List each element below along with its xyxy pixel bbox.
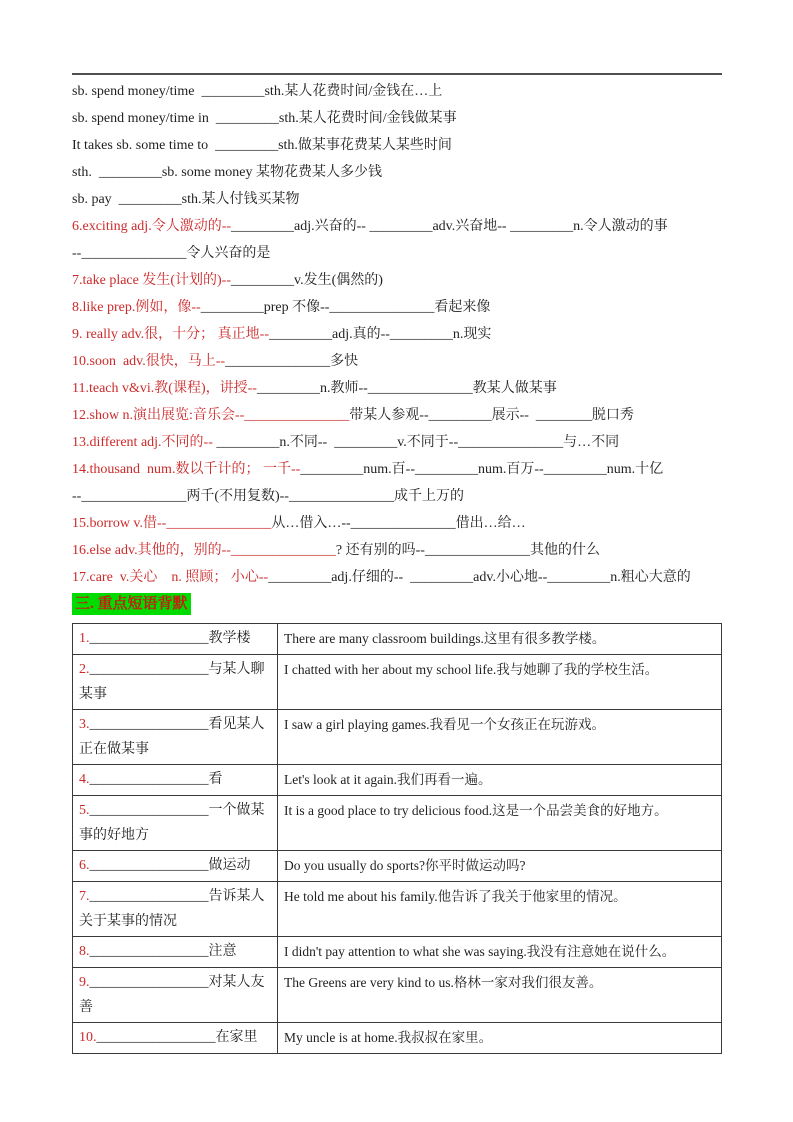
vocab-line: [72, 429, 722, 456]
phrase-number: 9.: [79, 975, 90, 990]
phrase-cell: [73, 796, 278, 851]
vocab-blanks-and-hints: _________adj.仔细的-- _________adv.小心地--_________n.粗心大意的: [268, 570, 691, 585]
vocab-blanks-and-hints: sb. spend money/time in _________sth.某人花费时间/金钱做某事: [72, 111, 457, 126]
vocab-headword: 15.borrow v.借--_______________: [72, 516, 272, 531]
example-sentence: Let's look at it again.我们再看一遍。: [284, 772, 492, 787]
phrase-cell: [73, 655, 278, 710]
vocab-line: [72, 321, 722, 348]
phrase-blank: _________________: [89, 889, 209, 904]
vocab-line: [72, 186, 722, 213]
vocab-line: [72, 402, 722, 429]
phrase-number: 5.: [79, 803, 90, 818]
phrase-number: 2.: [79, 662, 90, 677]
vocab-headword: 7.take place 发生(计划的)--: [72, 273, 231, 288]
phrase-number: 8.: [79, 944, 90, 959]
phrase-chinese: 告诉某人关于某事的情况: [79, 889, 265, 929]
vocab-blanks-and-hints: 从…借入…--_______________借出…给…: [271, 516, 526, 531]
phrase-chinese: 教学楼: [208, 631, 251, 646]
example-cell: [278, 1023, 722, 1054]
vocab-line: [72, 132, 722, 159]
phrase-table: [72, 623, 722, 1054]
phrase-number: 3.: [79, 717, 90, 732]
vocab-line: [72, 213, 722, 240]
vocab-blanks-and-hints: _________n.不同-- _________v.不同于--_______________与…不同: [212, 435, 620, 450]
vocab-line: [72, 159, 722, 186]
vocab-line: [72, 105, 722, 132]
vocab-blanks-and-hints: _________num.百--_________num.百万--_________num.十亿: [300, 462, 664, 477]
phrase-cell: [73, 1023, 278, 1054]
table-row: [73, 655, 722, 710]
example-sentence: I didn't pay attention to what she was saying.我没有注意她在说什么。: [284, 944, 676, 959]
example-cell: [278, 796, 722, 851]
example-cell: [278, 624, 722, 655]
vocab-line: [72, 375, 722, 402]
example-cell: [278, 655, 722, 710]
vocab-blanks-and-hints: 带某人参观--_________展示-- ________脱口秀: [349, 408, 634, 423]
vocab-blanks-and-hints: _________adj.兴奋的-- _________adv.兴奋地-- _________n.令人激动的事: [231, 219, 668, 234]
table-row: [73, 937, 722, 968]
vocab-blanks-and-hints: It takes sb. some time to _________sth.做某事花费某人某些时间: [72, 138, 452, 153]
phrase-chinese: 在家里: [215, 1030, 258, 1045]
vocab-line: [72, 510, 722, 537]
phrase-blank: _________________: [89, 858, 209, 873]
phrase-number: 6.: [79, 858, 90, 873]
phrase-number: 7.: [79, 889, 90, 904]
phrase-chinese: 做运动: [208, 858, 251, 873]
phrase-number: 1.: [79, 631, 90, 646]
phrase-chinese: 注意: [208, 944, 237, 959]
vocab-blanks-and-hints: sth. _________sb. some money 某物花费某人多少钱: [72, 165, 382, 180]
table-row: [73, 882, 722, 937]
example-sentence: He told me about his family.他告诉了我关于他家里的情况。: [284, 889, 627, 904]
section-header: 三. 重点短语背默: [72, 593, 191, 615]
vocab-blanks-and-hints: sb. pay _________sth.某人付钱买某物: [72, 192, 300, 207]
section-header-row: [72, 593, 722, 617]
example-sentence: My uncle is at home.我叔叔在家里。: [284, 1030, 493, 1045]
page-top-rule: [72, 73, 722, 75]
vocab-line: [72, 267, 722, 294]
example-sentence: Do you usually do sports?你平时做运动吗?: [284, 858, 526, 873]
phrase-blank: _________________: [89, 662, 209, 677]
vocab-blanks-and-hints: _______________多快: [225, 354, 359, 369]
phrase-cell: [73, 937, 278, 968]
phrase-chinese: 看见某人正在做某事: [79, 717, 265, 757]
vocab-headword: 13.different adj.不同的--: [72, 435, 213, 450]
phrase-cell: [73, 882, 278, 937]
table-row: [73, 796, 722, 851]
table-row: [73, 710, 722, 765]
vocab-blanks-and-hints: --_______________令人兴奋的是: [72, 246, 271, 261]
example-sentence: There are many classroom buildings.这里有很多教学楼。: [284, 631, 606, 646]
vocab-headword: 9. really adv.很，十分； 真正地--: [72, 327, 269, 342]
vocab-line: [72, 78, 722, 105]
phrase-blank: _________________: [89, 944, 209, 959]
table-row: [73, 851, 722, 882]
vocab-line: [72, 240, 722, 267]
vocab-headword: 6.exciting adj.令人激动的--: [72, 219, 232, 234]
vocab-line: [72, 294, 722, 321]
vocab-blanks-and-hints: _________prep 不像--_______________看起来像: [200, 300, 491, 315]
example-sentence: The Greens are very kind to us.格林一家对我们很友善。: [284, 975, 603, 990]
table-row: [73, 624, 722, 655]
vocab-line: [72, 456, 722, 483]
phrase-blank: _________________: [89, 803, 209, 818]
vocab-blanks-and-hints: _________v.发生(偶然的): [231, 273, 383, 288]
example-cell: [278, 710, 722, 765]
example-cell: [278, 851, 722, 882]
example-cell: [278, 882, 722, 937]
vocab-headword: 17.care v.关心 n. 照顾； 小心--: [72, 570, 269, 585]
vocab-headword: 12.show n.演出展览:音乐会--_______________: [72, 408, 350, 423]
phrase-chinese: 对某人友善: [79, 975, 265, 1015]
vocab-line: [72, 564, 722, 591]
example-sentence: I saw a girl playing games.我看见一个女孩正在玩游戏。: [284, 717, 605, 732]
example-cell: [278, 968, 722, 1023]
vocab-headword: 11.teach v&vi.教(课程)，讲授--: [72, 381, 257, 396]
phrase-cell: [73, 851, 278, 882]
phrase-blank: _________________: [96, 1030, 216, 1045]
vocab-line: [72, 348, 722, 375]
vocab-list: [72, 78, 722, 591]
phrase-chinese: 一个做某事的好地方: [79, 803, 265, 843]
table-row: [73, 765, 722, 796]
phrase-number: 10.: [79, 1030, 97, 1045]
table-row: [73, 1023, 722, 1054]
vocab-blanks-and-hints: sb. spend money/time _________sth.某人花费时间/金钱在…上: [72, 84, 443, 99]
vocab-line: [72, 537, 722, 564]
vocab-headword: 14.thousand num.数以千计的； 一千--: [72, 462, 301, 477]
vocab-blanks-and-hints: ? 还有别的吗--_______________其他的什么: [335, 543, 600, 558]
phrase-blank: _________________: [89, 631, 209, 646]
example-sentence: I chatted with her about my school life.我与她聊了我的学校生活。: [284, 662, 659, 677]
vocab-headword: 10.soon adv.很快，马上--: [72, 354, 226, 369]
phrase-cell: [73, 710, 278, 765]
vocab-headword: 8.like prep.例如，像--: [72, 300, 201, 315]
table-row: [73, 968, 722, 1023]
phrase-cell: [73, 765, 278, 796]
vocab-blanks-and-hints: --_______________两千(不用复数)--_______________成千上万的: [72, 489, 464, 504]
phrase-table-body: [73, 624, 722, 1054]
phrase-blank: _________________: [89, 717, 209, 732]
example-cell: [278, 937, 722, 968]
vocab-blanks-and-hints: _________n.教师--_______________教某人做某事: [256, 381, 557, 396]
example-sentence: It is a good place to try delicious food.这是一个品尝美食的好地方。: [284, 803, 668, 818]
phrase-chinese: 与某人聊某事: [79, 662, 265, 702]
phrase-chinese: 看: [208, 772, 223, 787]
vocab-headword: 16.else adv.其他的，别的--_______________: [72, 543, 336, 558]
phrase-blank: _________________: [89, 772, 209, 787]
phrase-number: 4.: [79, 772, 90, 787]
worksheet-content: [72, 78, 722, 1054]
phrase-cell: [73, 968, 278, 1023]
phrase-cell: [73, 624, 278, 655]
example-cell: [278, 765, 722, 796]
vocab-line: [72, 483, 722, 510]
phrase-blank: _________________: [89, 975, 209, 990]
vocab-blanks-and-hints: _________adj.真的--_________n.现实: [269, 327, 492, 342]
